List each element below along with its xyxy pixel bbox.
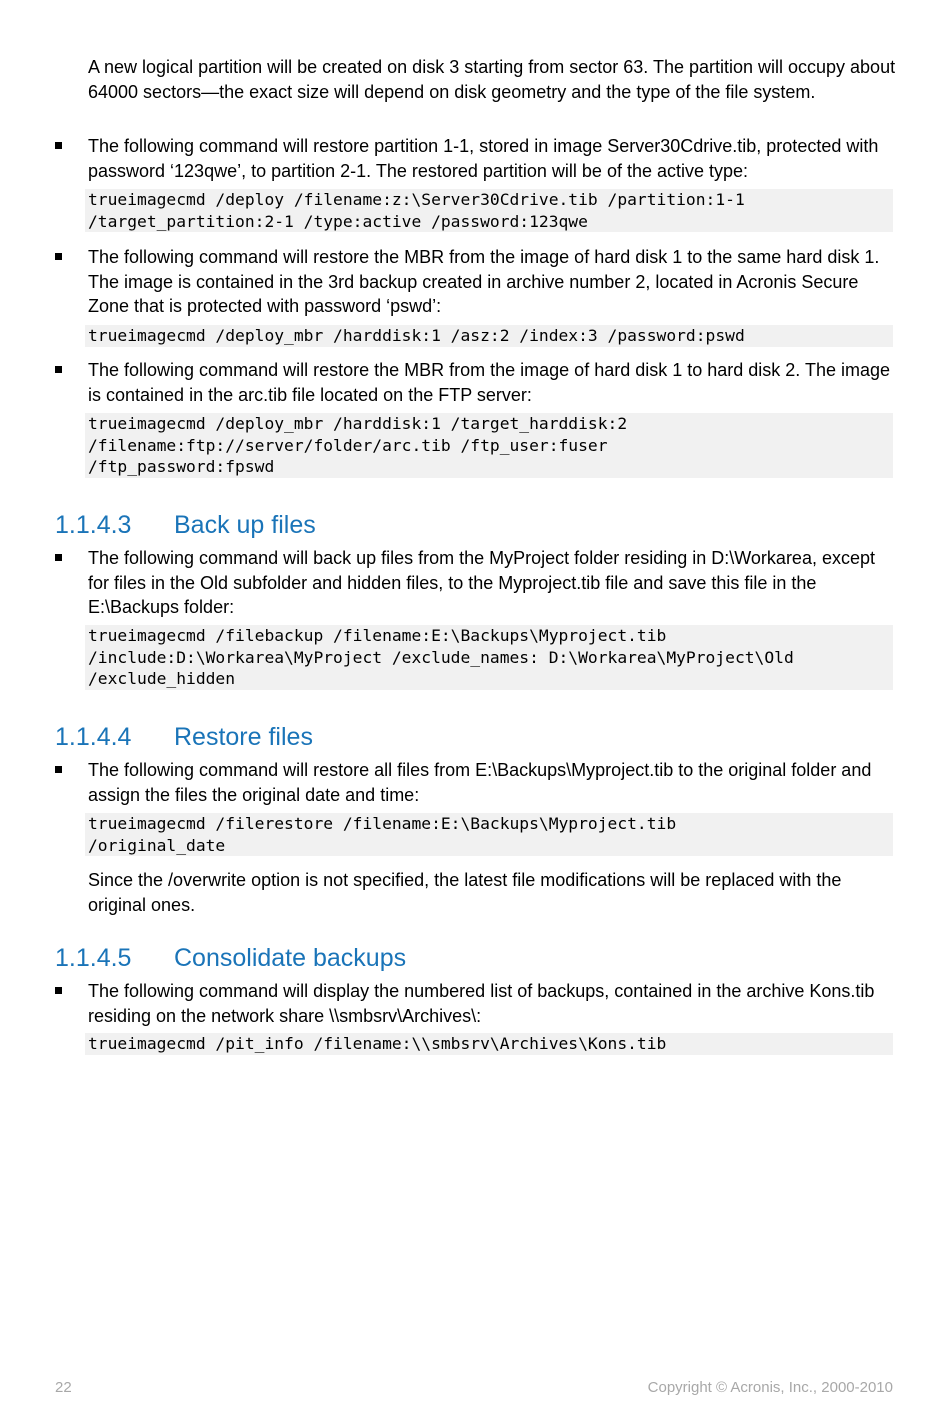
section-heading-restore-files (55, 722, 313, 752)
bullet-icon (55, 546, 67, 571)
list-item-text: The following command will restore all files from E:\Backups\Myproject.tib to the original folder and assign the files the original date and time: (88, 760, 872, 805)
code-block: trueimagecmd /deploy /filename:z:\Server30Cdrive.tib /partition:1-1 /target_partition:2-1 /type:active /password:123qwe (85, 189, 893, 232)
section-number: 1.1.4.4 (55, 723, 132, 751)
list-item-text: The following command will restore partition 1-1, stored in image Server30Cdrive.tib, protected with password ‘123qwe’, to partition 2-1. The restored partition will be of the active type: (88, 136, 879, 181)
section-title: Back up files (174, 511, 316, 539)
bullet-icon (55, 358, 67, 383)
code-block: trueimagecmd /deploy_mbr /harddisk:1 /asz:2 /index:3 /password:pswd (85, 325, 893, 347)
bullet-icon (55, 245, 67, 270)
code-block: trueimagecmd /deploy_mbr /harddisk:1 /target_harddisk:2 /filename:ftp://server/folder/arc.tib /ftp_user:fuser /ftp_password:fpswd (85, 413, 893, 478)
list-item-text: The following command will back up files from the MyProject folder residing in D:\Workarea, except for files in the Old subfolder and hidden files, to the Myproject.tib file and save this file in the E:\Backups folder: (88, 548, 875, 617)
list-item-text: The following command will display the numbered list of backups, contained in the archive Kons.tib residing on the network share \\smbsrv\Archives\: (88, 981, 875, 1026)
list-item-text: The following command will restore the MBR from the image of hard disk 1 to hard disk 2. The image is contained in the arc.tib file located on the FTP server: (88, 360, 891, 405)
section-number: 1.1.4.3 (55, 511, 132, 539)
code-block: trueimagecmd /filerestore /filename:E:\Backups\Myproject.tib /original_date (85, 813, 893, 856)
section-heading-back-up-files (55, 510, 316, 540)
code-block: trueimagecmd /filebackup /filename:E:\Backups\Myproject.tib /include:D:\Workarea\MyProject /exclude_names: D:\Workarea\MyProject\Old /exclude_hidden (85, 625, 893, 690)
list-item-text: The following command will restore the MBR from the image of hard disk 1 to the same hard disk 1. The image is contained in the 3rd backup created in archive number 2, located in Acronis Secure Zone that is protected with password ‘pswd’: (88, 247, 880, 316)
note-paragraph: Since the /overwrite option is not specified, the latest file modifications will be replaced with the original ones. (88, 870, 842, 915)
section-title: Restore files (174, 723, 313, 751)
page-number: 22 (55, 1379, 72, 1396)
copyright-notice: Copyright © Acronis, Inc., 2000-2010 (647, 1379, 893, 1396)
section-heading-consolidate-backups (55, 943, 406, 973)
bullet-icon (55, 758, 67, 783)
section-number: 1.1.4.5 (55, 944, 132, 972)
section-title: Consolidate backups (174, 944, 407, 972)
code-block: trueimagecmd /pit_info /filename:\\smbsrv\Archives\Kons.tib (85, 1033, 893, 1055)
bullet-icon (55, 979, 67, 1004)
intro-paragraph: A new logical partition will be created on disk 3 starting from sector 63. The partition will occupy about 64000 sectors—the exact size will depend on disk geometry and the type of the file system. (88, 57, 896, 102)
bullet-icon (55, 134, 67, 159)
